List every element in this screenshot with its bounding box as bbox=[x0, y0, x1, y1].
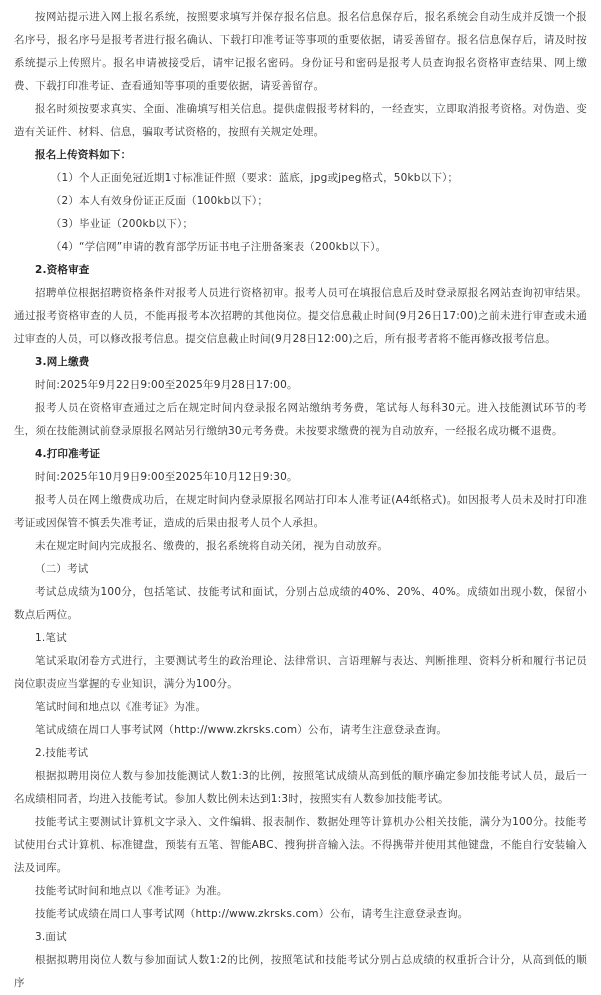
paragraph-auto-close: 未在规定时间内完成报名、缴费的，报名系统将自动关闭，视为自动放弃。 bbox=[35, 540, 389, 552]
heading-upload-materials: 报名上传资料如下： bbox=[35, 149, 132, 161]
paragraph-written-exam-results: 笔试成绩在周口人事考试网（http://www.zkrsks.com）公布，请考生注意登录查询。 bbox=[35, 724, 448, 736]
paragraph-registration-steps: 按网站提示进入网上报名系统，按照要求填写并保存报名信息。报名信息保存后，报名系统会自动生成并反馈一个报名序号，报名序号是报考者进行报名确认、下载打印准考证等事项的重要依据，请妥善留存。报名信息保存后，请及时按系统提示上传照片。报名申请被接受后，请牢记报名密码。身份证号和密码是报考人员查询报名资格审查结果、网上缴费、下载打印准考证、查看通知等事项的重要依据，请妥善留存。 bbox=[14, 11, 587, 92]
paragraph-print-time: 时间:2025年10月9日9:00至2025年10月12日9:30。 bbox=[35, 471, 298, 483]
list-item: （3）毕业证（200kb以下）； bbox=[50, 218, 194, 230]
paragraph-skills-test-time: 技能考试时间和地点以《准考证》为准。 bbox=[35, 885, 228, 897]
heading-online-payment: 3.网上缴费 bbox=[35, 356, 90, 368]
paragraph-written-exam-time: 笔试时间和地点以《准考证》为准。 bbox=[35, 701, 207, 713]
heading-skills-test: 2.技能考试 bbox=[35, 747, 89, 759]
heading-written-exam: 1.笔试 bbox=[35, 632, 67, 644]
paragraph-payment-time: 时间:2025年9月22日9:00至2025年9月28日17:00。 bbox=[35, 379, 298, 391]
paragraph-skills-test-content: 技能考试主要测试计算机文字录入、文件编辑、报表制作、数据处理等计算机办公相关技能，满分为100分。技能考试使用台式计算机、标准键盘，预装有五笔、智能ABC、搜狗拼音输入法。不得携带并使用其他键盘，不能自行安装输入法及词库。 bbox=[14, 816, 587, 874]
paragraph-payment-details: 报考人员在资格审查通过之后在规定时间内登录报名网站缴纳考务费，笔试每人每科30元。进入技能测试环节的考生，须在技能测试前登录原报名网站另行缴纳30元考务费。未按要求缴费的视为自动放弃，一经报名成功概不退费。 bbox=[14, 402, 587, 437]
list-item: （4）“学信网”申请的教育部学历证书电子注册备案表（200kb以下）。 bbox=[50, 241, 387, 253]
paragraph-qualification-review: 招聘单位根据招聘资格条件对报考人员进行资格初审。报考人员可在填报信息后及时登录原报名网站查询初审结果。通过报考资格审查的人员，不能再报考本次招聘的其他岗位。提交信息截止时间(9月26日17:00)之前未进行审查或未通过审查的人员，可以修改报考信息。提交信息截止时间(9月28日12:00)之后，所有报考者将不能再修改报考信息。 bbox=[14, 287, 587, 345]
list-item: （2）本人有效身份证正反面（100kb以下）； bbox=[50, 195, 269, 207]
paragraph-exam-score: 考试总成绩为100分，包括笔试、技能考试和面试，分别占总成绩的40%、20%、40%。成绩如出现小数，保留小数点后两位。 bbox=[14, 586, 587, 621]
paragraph-print-details: 报考人员在网上缴费成功后，在规定时间内登录原报名网站打印本人准考证(A4纸格式)。如因报考人员未及时打印准考证或因保管不慎丢失准考证，造成的后果由报考人员个人承担。 bbox=[14, 494, 587, 529]
paragraph-interview-ratio: 根据拟聘用岗位人数与参加面试人数1:2的比例，按照笔试和技能考试分别占总成绩的权重折合计分，从高到低的顺序 bbox=[14, 954, 587, 989]
paragraph-skills-test-ratio: 根据拟聘用岗位人数与参加技能测试人数1:3的比例，按照笔试成绩从高到低的顺序确定参加技能考试人员，最后一名成绩相同者，均进入技能考试。参加人数比例未达到1:3时，按照实有人数参加技能考试。 bbox=[14, 770, 587, 805]
paragraph-registration-honesty: 报名时须按要求真实、全面、准确填写相关信息。提供虚假报考材料的，一经查实，立即取消报考资格。对伪造、变造有关证件、材料、信息，骗取考试资格的，按照有关规定处理。 bbox=[14, 103, 587, 138]
paragraph-written-exam-content: 笔试采取闭卷方式进行，主要测试考生的政治理论、法律常识、言语理解与表达、判断推理、资料分析和履行书记员岗位职责应当掌握的专业知识，满分为100分。 bbox=[14, 655, 587, 690]
heading-interview: 3.面试 bbox=[35, 931, 67, 943]
heading-print-admission-ticket: 4.打印准考证 bbox=[35, 448, 101, 460]
list-item: （1）个人正面免冠近期1寸标准证件照（要求：蓝底，jpg或jpeg格式，50kb以下）； bbox=[50, 172, 459, 184]
paragraph-skills-test-results: 技能考试成绩在周口人事考试网（http://www.zkrsks.com）公布，请考生注意登录查询。 bbox=[35, 908, 469, 920]
heading-exam: （二）考试 bbox=[35, 563, 89, 575]
heading-qualification-review: 2.资格审查 bbox=[35, 264, 90, 276]
